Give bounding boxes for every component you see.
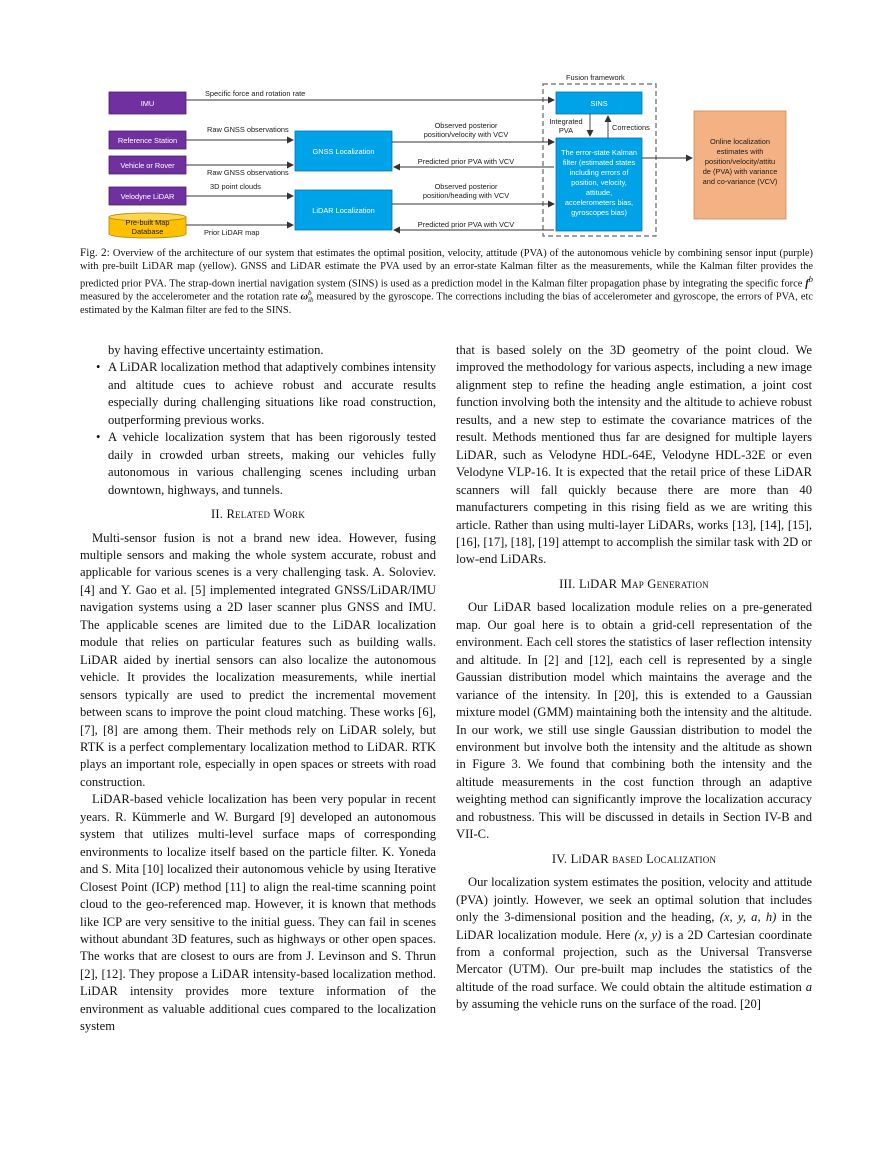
localization-text-3: is a 2D Cartesian coordinate from a conformal projection, such as the Universal Transverse Mercator (UTM). Our pre-built map includes the statistics of the altitude of the road surface. We could obtain the altitude estimation [456, 927, 812, 994]
raw-gnss-label-2: Raw GNSS observations [207, 168, 289, 177]
svg-text:attitude,: attitude, [585, 188, 613, 197]
lidar-localization-box [295, 190, 392, 230]
specific-force-label: Specific force and rotation rate [205, 89, 306, 98]
svg-text:de (PVA) with variance: de (PVA) with variance [702, 167, 778, 176]
caption-text-3: measured by the gyroscope. The corrections including the bias of accelerometer and gyroscope, the errors of PVA, etc estimated by the Kalman filter are fed to the SINS. [80, 291, 813, 317]
localization-text-2: in the LiDAR localization module. Here [456, 910, 812, 942]
symbol-f: f [805, 278, 809, 290]
math-xyah: (x, y, a, h) [719, 910, 777, 925]
imu-box [109, 92, 186, 114]
integrated-pva-label-2: PVA [558, 126, 574, 135]
prior-map-label: Prior LiDAR map [204, 228, 260, 237]
svg-text:The error-state Kalman: The error-state Kalman [561, 148, 637, 157]
svg-text:accelerometers bias,: accelerometers bias, [564, 198, 634, 207]
section-heading-related-work: II. Related Work [210, 507, 306, 522]
svg-text:Vehicle or Rover: Vehicle or Rover [120, 161, 175, 170]
svg-text:position, velocity,: position, velocity, [571, 178, 627, 187]
symbol-omega: ω [300, 291, 309, 303]
observed-lidar-label-2: position/heading with VCV [422, 191, 510, 200]
math-a: a [805, 979, 812, 994]
gnss-localization-box [295, 131, 392, 171]
related-work-paragraph-2: LiDAR-based vehicle localization has been very popular in recent years. R. Kümmerle and W. Burgard [9] developed an autonomous system that utilizes multi-level surface maps of corresponding environments to localize itself based on the particle filter. K. Yoneda and S. Mita [10] localized their autonomous vehicle by using Iterative Closest Point (ICP) method [11] to align the real-time scanning point cloud to the geo-referenced map. However, it is known that methods like ICP are very sensitive to the initial guess. They can fail in scenes without abundant 3D features, such as highways or other open spaces. The works that are closest to ours are from J. Levinson and S. Thrun [2], [12]. They propose a LiDAR intensity-based localization method. LiDAR intensity provides more texture information of the environment as valuable additional cues compared to the localization system [80, 792, 436, 1034]
list-item: • A vehicle localization system that has been rigorously tested daily in crowded urban streets, making our vehicles fully autonomous in various challenging scenes including urban downtown, highways, and tunnels. [108, 429, 436, 499]
svg-text:Velodyne LiDAR: Velodyne LiDAR [120, 192, 175, 201]
svg-text:SINS: SINS [590, 99, 608, 108]
integrated-pva-label-1: Integrated [549, 117, 583, 126]
section-heading-localization: IV. LiDAR based Localization [551, 851, 717, 866]
reference-station-box [109, 131, 186, 149]
svg-text:including errors of: including errors of [569, 168, 629, 177]
observed-lidar-label-1: Observed posterior [434, 182, 498, 191]
related-work-paragraph-3: that is based solely on the 3D geometry of the point cloud. We improved the methodology for various aspects, including a new image alignment step to refine the heading angle estimation, a joint cost function involving both the intensity and the altitude to achieve robust results, and a new step to estimate the covariance matrices of the result. Methods mentioned thus far are designed for multiple layers LiDAR, such as Velodyne HDL-64E, Velodyne HDL-32E or even Velodyne VLP-16. It is expected that the retail price of these LiDAR scanners will fall quickly because there are more than 40 manufacturers competing in this rising field as we are writing this article. Rather than using multi-layer LiDARs, works [13], [14], [15], [16], [17], [18], [19] attempt to accomplish the similar task with 2D or low-end LiDARs. [456, 343, 812, 567]
svg-text:filter (estimated states: filter (estimated states [562, 158, 636, 167]
left-column [80, 342, 436, 1036]
localization-text-4: by assuming the vehicle runs on the surface of the road. [20] [456, 997, 761, 1012]
vehicle-rover-box [109, 156, 186, 174]
online-localization-box [694, 111, 786, 219]
svg-text:Reference Station: Reference Station [117, 136, 178, 145]
predicted-gnss-label: Predicted prior PVA with VCV [417, 157, 515, 166]
velodyne-lidar-box [109, 187, 186, 205]
svg-text:and co-variance (VCV): and co-variance (VCV) [702, 177, 778, 186]
caption-text-1: Overview of the architecture of our system that estimates the optimal position, velocity, attitude (PVA) of the autonomous vehicle by combining sensor input (purple) with pre-built LiDAR map (yellow). GNSS and LiDAR estimate the PVA used by an error-state Kalman filter as the measurements, while the Kalman filter provides the predicted prior PVA. The strap-down inertial navigation system (SINS) is used as a prediction model in the Kalman filter propagation phase by integrating the specific force [80, 248, 813, 290]
figure-caption [80, 247, 813, 317]
svg-text:GNSS Localization: GNSS Localization [312, 147, 375, 156]
corrections-label: Corrections [612, 123, 650, 132]
raw-gnss-label-1: Raw GNSS observations [207, 125, 289, 134]
map-generation-paragraph: Our LiDAR based localization module relies on a pre-generated map. Our goal here is to obtain a grid-cell representation of the environment. Each cell stores the statistics of laser reflection intensity and altitude. In [2] and [12], each cell is represented by a single Gaussian distribution model which maintains the average and the variance of the intensity. In [20], this is extended to a Gaussian mixture model (GMM) maintaining both the intensity and the altitude. In our work, we still use single Gaussian distribution to model the environment but involve both the intensity and the altitude as shown in Figure 3. We found that combining both the intensity and the altitude measurements in the cost function through an adaptive weighting method can significantly improve the localization accuracy and robustness. This will be discussed in details in Section IV-B and VII-C. [456, 600, 812, 842]
symbol-omega-sub: ib [308, 296, 314, 305]
localization-paragraph [456, 874, 812, 1014]
section-heading-map-generation: III. LiDAR Map Generation [559, 576, 709, 591]
contribution-list [80, 359, 436, 499]
svg-text:Online localization: Online localization [710, 137, 770, 146]
svg-text:IMU: IMU [140, 99, 155, 108]
prebuilt-map-database [109, 213, 186, 238]
figure-label: Fig. 2: [80, 247, 110, 259]
svg-text:gyroscopes bias): gyroscopes bias) [571, 208, 627, 217]
svg-text:LiDAR Localization: LiDAR Localization [312, 206, 375, 215]
svg-text:position/velocity/attitu: position/velocity/attitu [704, 157, 776, 166]
observed-gnss-label-1: Observed posterior [434, 121, 498, 130]
svg-text:Database: Database [131, 227, 164, 236]
related-work-paragraph-1: Multi-sensor fusion is not a brand new idea. However, fusing multiple sensors and making the whole system accurate, robust and applicable for various scenes is a very challenging task. A. Soloviev. [4] and Y. Gao et al. [5] implemented integrated GNSS/LiDAR/IMU navigation systems using a 2D laser scanner plus GNSS and IMU. The applicable scenes are limited due to the LiDAR localization module that relies on particular features such as building walls. LiDAR aided by inertial sensors can also localize the autonomous vehicle. It provides the localization measurements, while inertial sensors typically are used to predict the incremental movement between scans to improve the point cloud matching. These works [6], [7], [8] are among them. Their methods rely on LiDAR solely, but RTK is a perfect complementary localization method to LiDAR. RTK plays an important role, especially in open spaces or streets with road construction. [80, 530, 436, 789]
symbol-omega-sup: b [308, 289, 312, 298]
svg-text:estimates with: estimates with [716, 147, 764, 156]
point-clouds-label: 3D point clouds [210, 182, 261, 191]
bullet-continuation: by having effective uncertainty estimation. [108, 343, 324, 357]
fusion-framework-label: Fusion framework [566, 73, 625, 82]
architecture-diagram [0, 0, 893, 245]
math-xy: (x, y) [634, 927, 662, 942]
symbol-f-sup: b [808, 274, 813, 284]
predicted-lidar-label: Predicted prior PVA with VCV [417, 220, 515, 229]
right-column [456, 342, 812, 1014]
svg-text:Pre-built Map: Pre-built Map [125, 218, 170, 227]
observed-gnss-label-2: position/velocity with VCV [423, 130, 509, 139]
kalman-filter-box [556, 138, 642, 231]
sins-box [556, 92, 642, 114]
localization-text-1: Our localization system estimates the position, velocity and attitude (PVA) jointly. However, we seek an optimal solution that includes only the 3-dimensional position and the heading, [456, 875, 812, 925]
caption-text-2: measured by the accelerometer and the rotation rate [80, 291, 301, 303]
list-item: • A LiDAR localization method that adaptively combines intensity and altitude cues to achieve robust and accurate results especially during challenging situations like road construction, outperforming previous works. [108, 359, 436, 429]
